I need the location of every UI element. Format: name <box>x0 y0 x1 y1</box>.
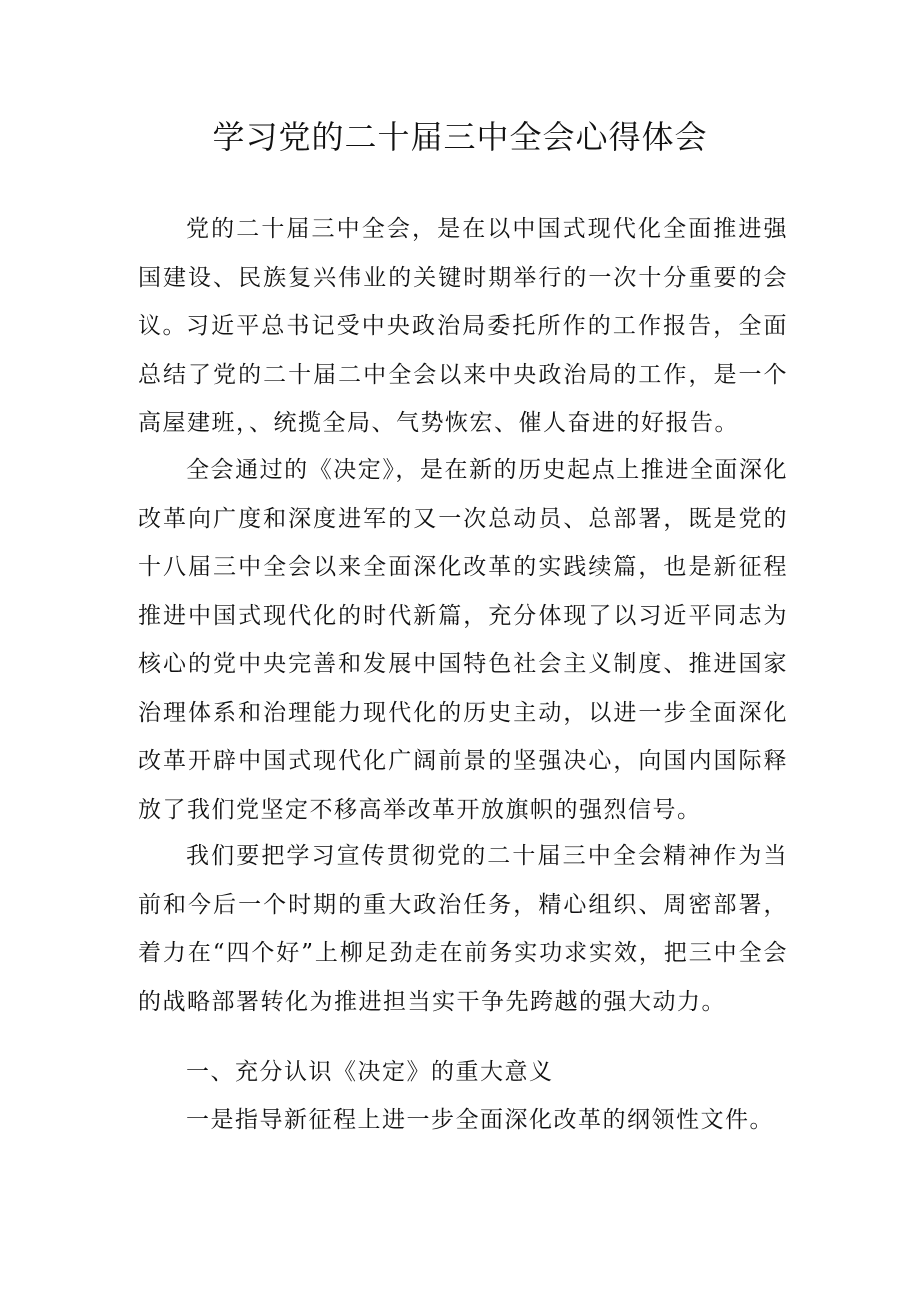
paragraph-4: 我们要把学习宣传贯彻党的二十届三中全会精神作为当前和今后一个时期的重大政治任务，精心组织、周密部署，着力在“四个好”上柳足劲走在前务实功求实效，把三中全会的战略部署转化为推进担当实干争先跨越的强大动力。 <box>138 843 788 1015</box>
paragraph-3: 全会通过的《决定》，是在新的历史起点上推进全面深化改革向广度和深度进军的又一次总动员、总部署，既是党的十八届三中全会以来全面深化改革的实践续篇，也是新征程推进中国式现代化的时代新篇，充分体现了以习近平同志为核心的党中央完善和发展中国特色社会主义制度、推进国家治理体系和治理能力现代化的历史主动，以进一步全面深化改革开辟中国式现代化广阔前景的坚强决心，向国内国际释放了我们党坚定不移高举改革开放旗帜的强烈信号。 <box>138 457 788 823</box>
paragraph-2: 习近平总书记受中央政治局委托所作的工作报告，全面总结了党的二十届二中全会以来中央政治局的工作，是一个高屋建班，、统揽全局、气势恢宏、催人奋进的好报告。 <box>138 313 788 436</box>
document-title: 学习党的二十届三中全会心得体会 <box>212 118 708 156</box>
paragraph-1: 党的二十届三中全会，是在以中国式现代化全面推进强国建设、民族复兴伟业的关键时期举行的一次十分重要的会议。 <box>138 216 788 339</box>
section-paragraph: 一是指导新征程上进一步全面深化改革的纲领性文件。 <box>186 1107 774 1133</box>
section-heading: 一、充分认识《决定》的重大意义 <box>186 1059 554 1085</box>
